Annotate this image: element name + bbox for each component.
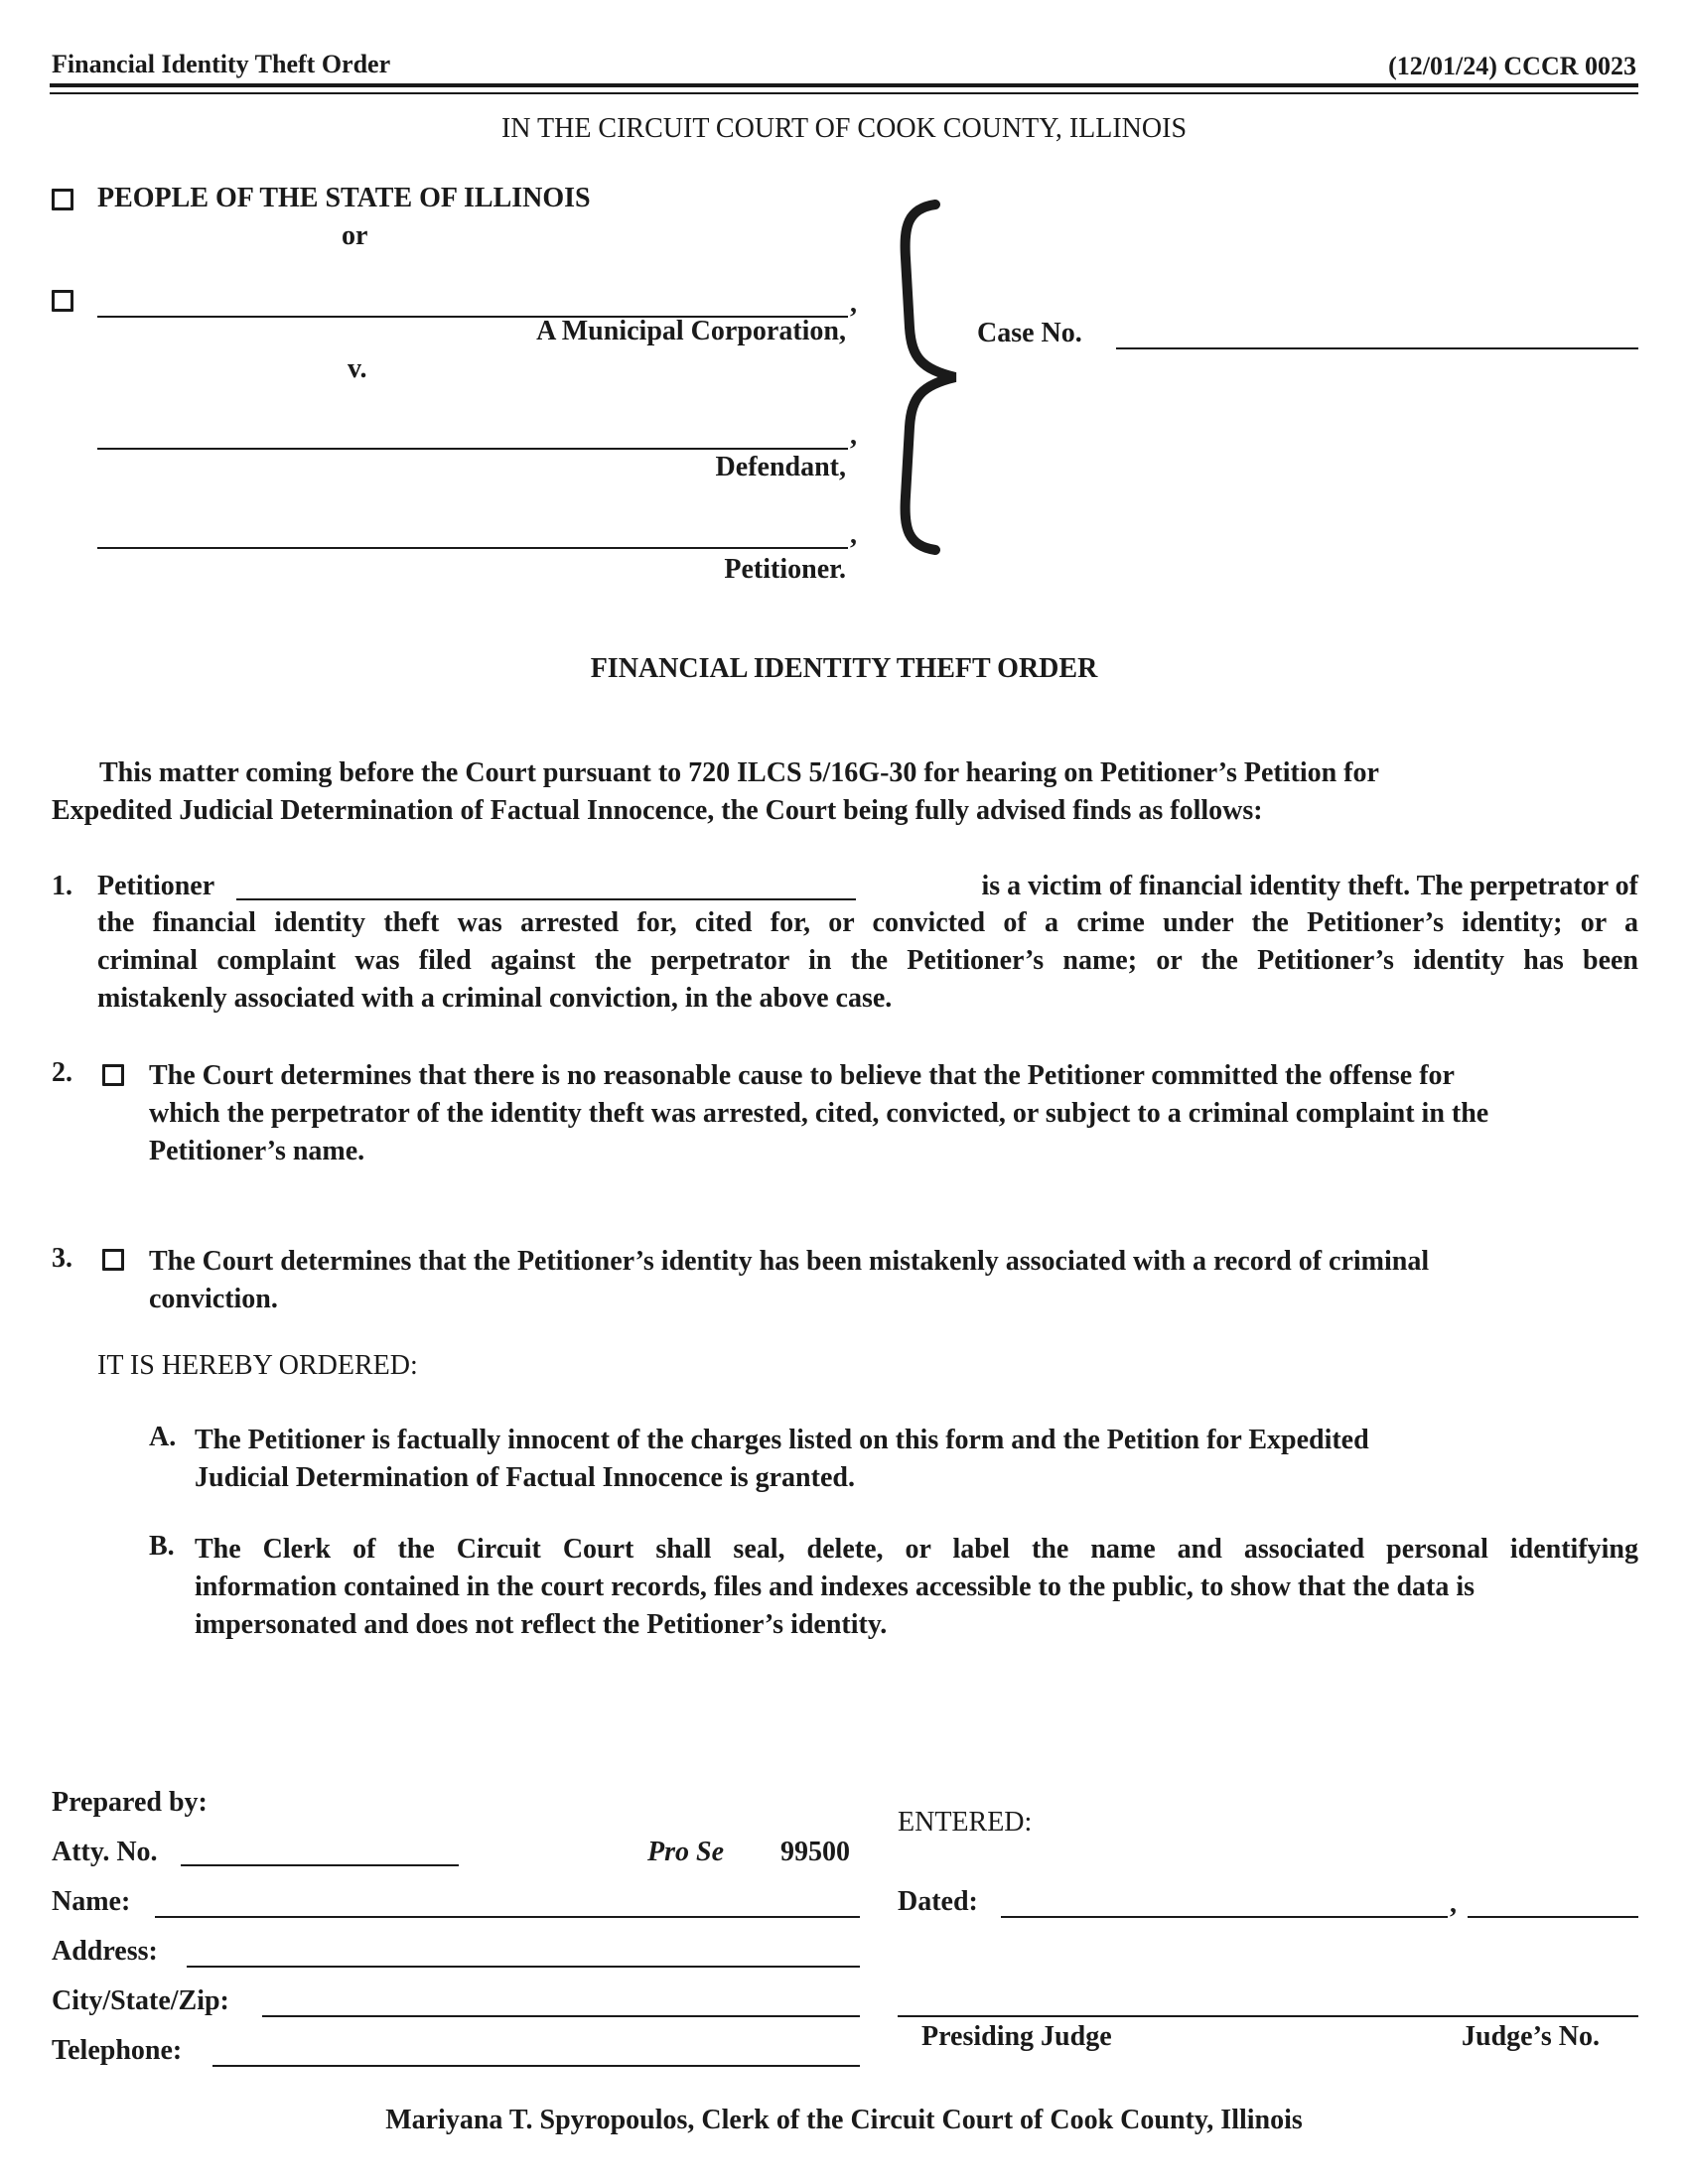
prepared-heading: Prepared by: <box>52 1787 208 1818</box>
petitioner-label: Petitioner. <box>724 554 846 585</box>
finding-1-label: Petitioner <box>97 871 215 901</box>
finding-1-petitioner-line[interactable] <box>236 898 856 900</box>
finding-3-line-1: The Court determines that the Petitioner’s identity has been mistakenly associated with a record of criminal <box>149 1246 1430 1277</box>
order-b-label: B. <box>149 1531 175 1562</box>
v-label: v. <box>348 353 367 384</box>
judge-no-label: Judge’s No. <box>1462 2021 1600 2052</box>
form-code: (12/01/24) CCCR 0023 <box>1388 52 1636 80</box>
header-rule-thick <box>50 83 1638 87</box>
finding-3-checkbox[interactable] <box>102 1249 124 1271</box>
defendant-name-line[interactable] <box>97 448 848 450</box>
order-a-body <box>195 1422 1638 1497</box>
people-checkbox[interactable] <box>52 189 73 210</box>
ordered-heading: IT IS HEREBY ORDERED: <box>97 1350 418 1381</box>
people-label: PEOPLE OF THE STATE OF ILLINOIS <box>97 183 591 213</box>
finding-1-after: is a victim of financial identity theft. The perpetrator of <box>981 871 1638 901</box>
address-label: Address: <box>52 1936 158 1967</box>
judge-signature-line[interactable] <box>898 2015 1638 2017</box>
order-a-line-2: Judicial Determination of Factual Innocence is granted. <box>195 1462 855 1493</box>
intro-paragraph <box>52 754 1638 830</box>
comma: , <box>850 519 857 550</box>
header-rule-thin <box>50 92 1638 94</box>
pro-se-label: Pro Se <box>647 1837 724 1867</box>
comma: , <box>850 420 857 451</box>
finding-2-body <box>149 1057 1638 1170</box>
dated-label: Dated: <box>898 1886 978 1917</box>
finding-3-line-2: conviction. <box>149 1284 278 1314</box>
finding-2-checkbox[interactable] <box>102 1064 124 1086</box>
case-no-line[interactable] <box>1116 347 1638 349</box>
address-line[interactable] <box>187 1966 860 1968</box>
telephone-line[interactable] <box>212 2065 860 2067</box>
year-line[interactable] <box>1468 1916 1638 1918</box>
comma: , <box>850 288 857 319</box>
court-name: IN THE CIRCUIT COURT OF COOK COUNTY, ILLINOIS <box>500 113 1188 144</box>
name-line[interactable] <box>155 1916 860 1918</box>
order-a-label: A. <box>149 1422 177 1452</box>
defendant-label: Defendant, <box>715 452 846 482</box>
atty-no-line[interactable] <box>181 1864 459 1866</box>
finding-2-line-2: which the perpetrator of the identity theft was arrested, cited, convicted, or subject to a criminal complaint in the <box>149 1098 1489 1129</box>
finding-3-number: 3. <box>52 1243 72 1274</box>
order-b-line-1: The Clerk of the Circuit Court shall seal, delete, or label the name and associated personal identifying <box>195 1534 1638 1565</box>
dated-line[interactable] <box>1001 1916 1448 1918</box>
finding-2-line-3: Petitioner’s name. <box>149 1136 365 1166</box>
city-state-zip-label: City/State/Zip: <box>52 1985 229 2016</box>
caption-brace <box>874 199 973 556</box>
order-b-line-3: impersonated and does not reflect the Petitioner’s identity. <box>195 1609 888 1640</box>
intro-line-1: This matter coming before the Court pursuant to 720 ILCS 5/16G-30 for hearing on Petitioner’s Petition for <box>99 757 1379 788</box>
comma: , <box>1450 1888 1457 1919</box>
case-no-label: Case No. <box>977 318 1082 348</box>
finding-1-body <box>97 904 1638 1018</box>
intro-line-2: Expedited Judicial Determination of Factual Innocence, the Court being fully advised finds as follows: <box>52 795 1263 826</box>
finding-3-body <box>149 1243 1638 1318</box>
petitioner-name-line[interactable] <box>97 547 848 549</box>
order-a-line-1: The Petitioner is factually innocent of the charges listed on this form and the Petition for Expedited <box>195 1425 1369 1455</box>
finding-1-line-4: mistakenly associated with a criminal conviction, in the above case. <box>97 983 893 1014</box>
finding-2-number: 2. <box>52 1057 72 1088</box>
municipal-checkbox[interactable] <box>52 290 73 312</box>
finding-1-number: 1. <box>52 871 72 901</box>
order-title: FINANCIAL IDENTITY THEFT ORDER <box>590 653 1098 684</box>
clerk-footer: Mariyana T. Spyropoulos, Clerk of the Circuit Court of Cook County, Illinois <box>385 2105 1303 2135</box>
or-label: or <box>342 220 368 251</box>
atty-no-label: Atty. No. <box>52 1837 158 1867</box>
finding-1-line-2: the financial identity theft was arrested for, cited for, or convicted of a crime under the Petitioner’s identity; or a <box>97 907 1638 938</box>
finding-2-line-1: The Court determines that there is no reasonable cause to believe that the Petitioner committed the offense for <box>149 1060 1455 1091</box>
city-state-zip-line[interactable] <box>262 2015 860 2017</box>
form-title: Financial Identity Theft Order <box>52 50 391 78</box>
order-b-body <box>195 1531 1638 1644</box>
presiding-judge-label: Presiding Judge <box>921 2021 1112 2052</box>
order-b-line-2: information contained in the court records, files and indexes accessible to the public, to show that the data is <box>195 1571 1476 1602</box>
name-label: Name: <box>52 1886 131 1917</box>
pro-se-number: 99500 <box>780 1837 850 1867</box>
municipal-label: A Municipal Corporation, <box>536 316 846 346</box>
telephone-label: Telephone: <box>52 2035 183 2066</box>
finding-1-line-3: criminal complaint was filed against the perpetrator in the Petitioner’s name; or the Petitioner’s identity has been <box>97 945 1638 976</box>
entered-heading: ENTERED: <box>898 1807 1033 1838</box>
